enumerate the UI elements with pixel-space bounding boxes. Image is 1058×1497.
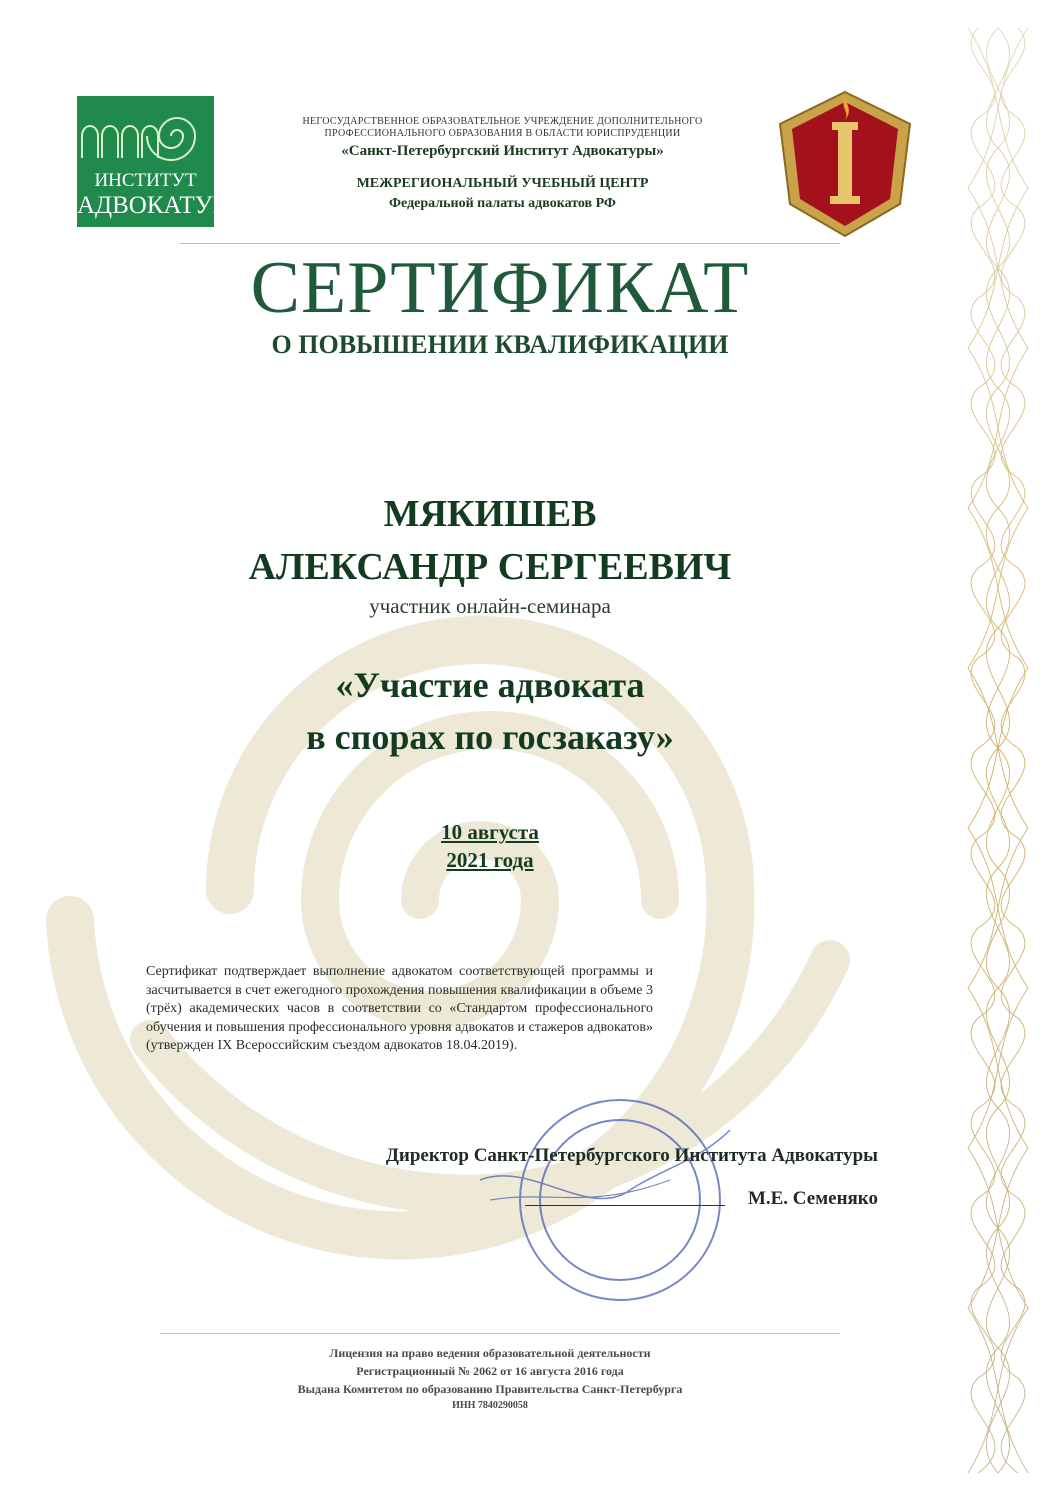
certificate-body-text: Сертификат подтверждает выполнение адвокатом соответствующей программы и засчитывается в счет ежегодного прохождения повышения квалификации в объеме 3 (трёх) академических часов в соответствии со «Стандартом профессионального обучения и повышения профессионального уровня адвокатов и стажеров адвокатов» (утвержден IX Всероссийским съездом адвокатов 18.04.2019).	[146, 964, 653, 1053]
institute-name: «Санкт-Петербургский Институт Адвокатуры»	[341, 143, 664, 159]
recipient-given-names: АЛЕКСАНДР СЕРГЕЕВИЧ	[248, 546, 732, 588]
header-divider	[180, 243, 840, 244]
org-line-1: НЕГОСУДАРСТВЕННОЕ ОБРАЗОВАТЕЛЬНОЕ УЧРЕЖДЕНИЕ ДОПОЛНИТЕЛЬНОГО	[302, 116, 703, 127]
signature-line	[525, 1205, 725, 1206]
seminar-topic-line-2: в спорах по госзаказу»	[306, 717, 674, 757]
license-line-1: Лицензия на право ведения образовательной деятельности	[329, 1346, 651, 1360]
certificate-title: СЕРТИФИКАТ	[250, 247, 750, 329]
arches-swirl-icon	[77, 96, 214, 171]
license-line-3: Выдана Комитетом по образованию Правительства Санкт-Петербурга	[297, 1382, 683, 1396]
seminar-date-line-1: 10 августа	[441, 820, 539, 844]
seminar-topic-line-1: «Участие адвоката	[335, 665, 645, 705]
center-line-2: Федеральной палаты адвокатов РФ	[389, 196, 616, 211]
director-title: Директор Санкт-Петербургского Института Адвокатуры	[385, 1145, 878, 1166]
license-line-2: Регистрационный № 2062 от 16 августа 2016 года	[356, 1364, 624, 1378]
logo-text-line2: АДВОКАТУРЫ	[77, 192, 249, 219]
seminar-date-line-2: 2021 года	[446, 848, 534, 872]
institute-logo	[77, 96, 249, 227]
certificate-subtitle: О ПОВЫШЕНИИ КВАЛИФИКАЦИИ	[271, 330, 729, 359]
org-line-2: ПРОФЕССИОНАЛЬНОГО ОБРАЗОВАНИЯ В ОБЛАСТИ ЮРИСПРУДЕНЦИИ	[324, 128, 681, 139]
federal-bar-chamber-emblem-icon	[770, 84, 920, 244]
center-line-1: МЕЖРЕГИОНАЛЬНЫЙ УЧЕБНЫЙ ЦЕНТР	[356, 176, 649, 191]
footer-divider	[160, 1333, 840, 1334]
recipient-role: участник онлайн-семинара	[369, 594, 611, 618]
recipient-surname: МЯКИШЕВ	[383, 493, 597, 535]
signer-name: М.Е. Семеняко	[747, 1188, 878, 1209]
logo-text-line1: ИНСТИТУТ	[94, 170, 197, 191]
license-inn: ИНН 7840290058	[452, 1400, 528, 1411]
